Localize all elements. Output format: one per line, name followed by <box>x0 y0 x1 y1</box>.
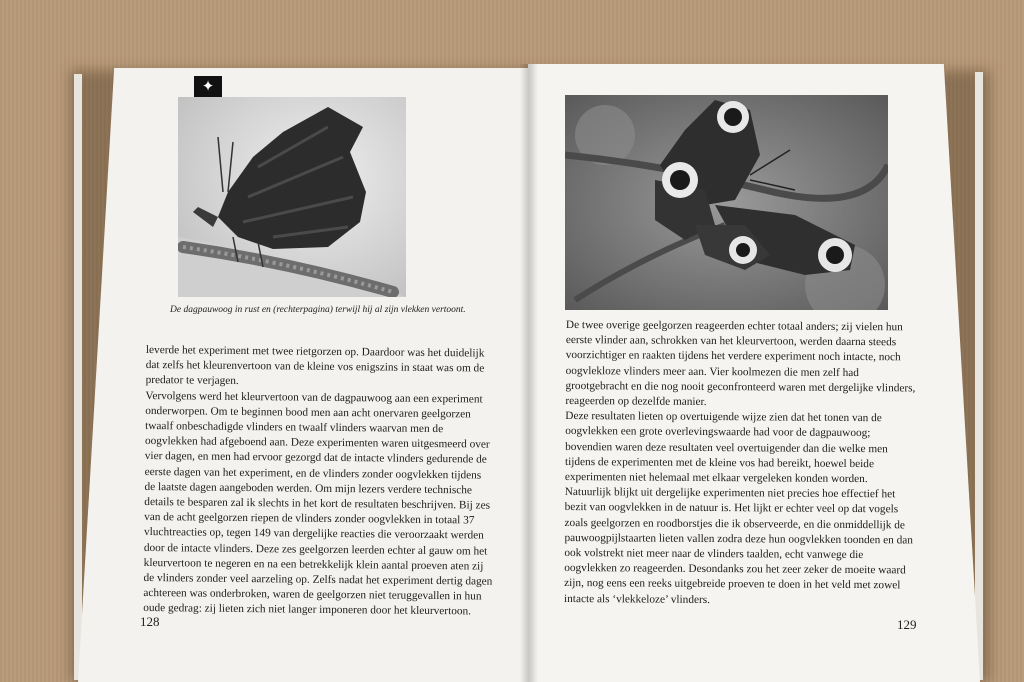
right-paragraph: De twee overige geelgorzen reageerden echter totaal anders; zij vielen hun eerste vlinder aan, schrokken van het kleurvertoon, werden daarna steeds voorzichtiger en raakten tijdens het verdere experiment noch intacte, noch oogvlekloze vlinders meer aan. Vier koolmezen die men zelf had grootgebracht en die nog nooit geconfronteerd waren met dergelijke vlinders, reageerden op dezelfde manier. <box>565 318 916 408</box>
figure-caption: De dagpauwoog in rust en (rechterpagina) terwijl hij al zijn vlekken vertoont. <box>170 305 466 315</box>
book-gutter <box>520 64 538 682</box>
right-paragraph: Natuurlijk blijkt uit dergelijke experimenten niet precies hoe effectief het bezit van oogvlekken in de natuur is. Het lijkt er echter veel op dat vogels zoals geelgorzen en roodborstjes die ik observeerde, en die onmiddellijk de pauwoogpijlstaarten lieten vallen zodra deze hun oogvlekken toonden en dan ook volstrekt niet meer naar de vlinders taalden, echt vanwege die oogvlekken zo reageerden. Desondanks zou het zeer zeker de moeite waard zijn, nog eens een reeks uitgebreide proeven te doen in het veld met zowel intacte als ‘vlekkeloze’ vlinders. <box>563 486 914 606</box>
left-body-text <box>143 343 496 620</box>
photo-peacock-butterfly-resting <box>178 97 406 297</box>
page-stack-edge-right <box>975 72 983 680</box>
right-paragraph: Deze resultaten lieten op overtuigende wijze zien dat het tonen van de oogvlekken een grote overlevingswaarde had voor de dagpauwoog; bovendien waren deze resultaten veel overtuigender dan die welke men tijdens de experimenten met de kleine vos had bereikt, hoewel beide experimenten niet helemaal met elkaar vergeleken konden worden. <box>564 410 888 486</box>
photo-peacock-butterfly-open-wings <box>565 95 888 310</box>
page-number-left: 128 <box>140 614 160 629</box>
left-paragraph: Vervolgens werd het kleurvertoon van de dagpauwoog aan een experiment onderworpen. Om te beginnen bood men aan acht onervaren geelgorzen twaalf onbeschadigde vlinders en twaalf vlinders waarvan men de oogvlekken had afgeboend aan. Deze experimenten waren uitgesmeerd over vier dagen, en men had ervoor gezorgd dat de intacte vlinders gedurende de eerste dagen van het experiment, en de vlinders zonder oogvlekken tijdens de laatste dagen aangeboden werden. Om mijn lezers verdere technische details te besparen zal ik slechts in het kort de resultaten beschrijven. Bij zes van de acht geelgorzen riepen de vlinders zonder oogvlekken in totaal 37 vluchtreacties op, tegen 149 van dergelijke reacties die veroorzaakt werden door de intacte vlinders. Deze zes geelgorzen leerden echter al gauw om het kleurvertoon te negeren en na een betrekkelijk klein aantal proeven aten zij de vlinders zonder veel aarzeling op. Zelfs nadat het experiment dertig dagen achtereen was onderbroken, waren de geelgorzen niet teruggevallen in hun oude gedrag: zij lieten zich niet langer imponeren door het kleurvertoon. <box>143 389 493 618</box>
page-stack-edge-left <box>74 74 82 680</box>
butterfly-icon: ✦ <box>194 76 222 98</box>
right-body-text <box>564 318 916 609</box>
page-number-right: 129 <box>897 617 917 632</box>
left-paragraph: leverde het experiment met twee rietgorzen op. Daardoor was het duidelijk dat zelfs het kleurenvertoon van de kleine vos enigszins in staat was om de predator te verjagen. <box>145 343 485 388</box>
